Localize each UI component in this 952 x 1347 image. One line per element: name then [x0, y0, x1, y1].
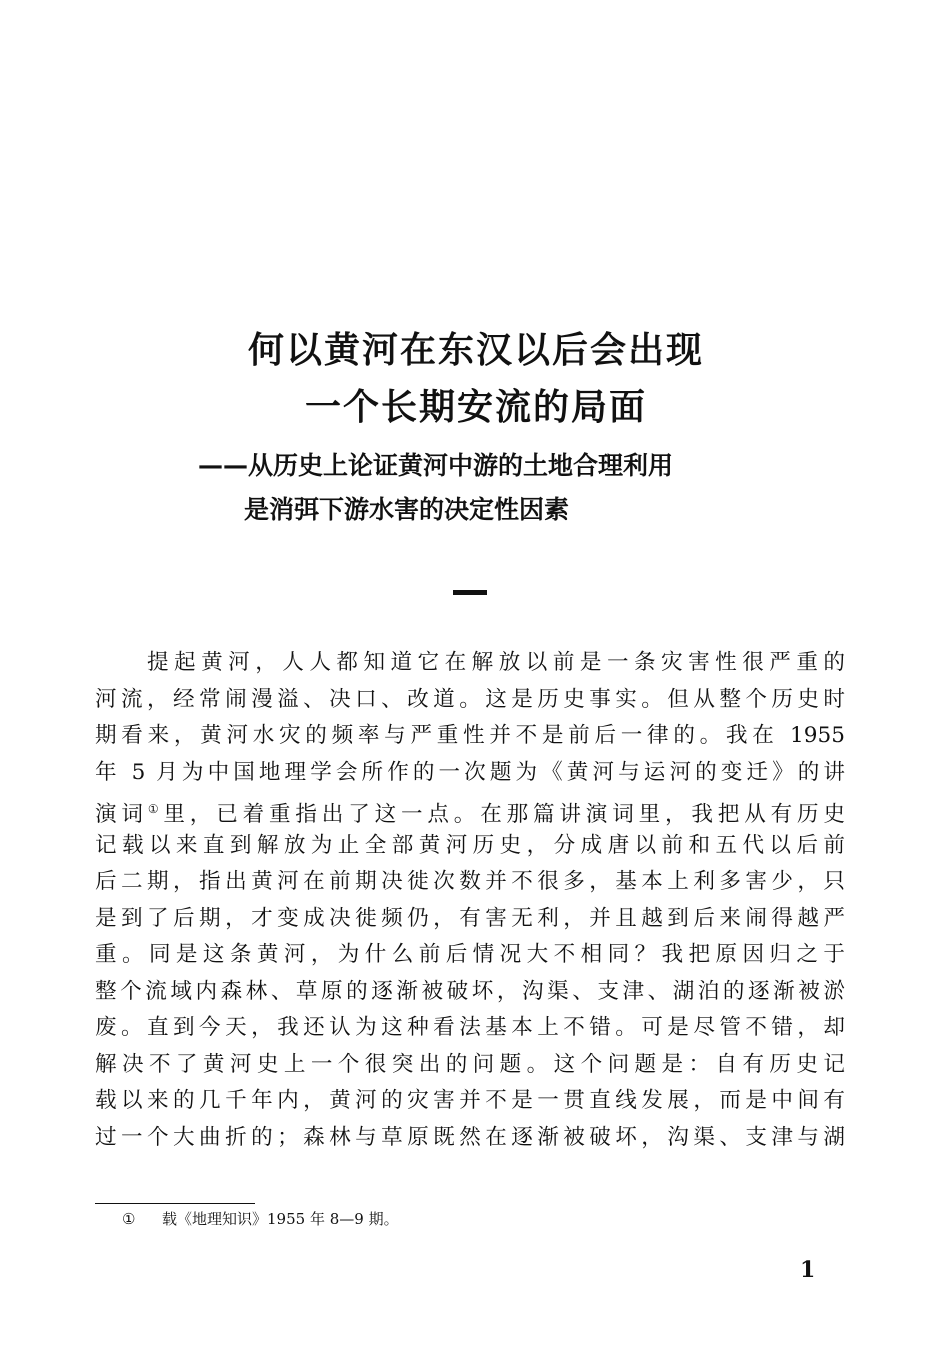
footnote-divider — [95, 1203, 255, 1204]
body-line: 期看来，黄河水灾的频率与严重性并不是前后一律的。我在 1955 — [95, 723, 845, 748]
title-line-2: 一个长期安流的局面 — [304, 387, 647, 428]
body-line: 载以来的几千年内，黄河的灾害并不是一贯直线发展，而是中间有 — [95, 1088, 845, 1113]
subtitle-line-2: 是消弭下游水害的决定性因素 — [244, 495, 570, 524]
body-line-start: 演词 — [95, 802, 148, 828]
section-number — [453, 590, 487, 595]
body-line — [95, 791, 845, 828]
body-line: 整个流域内森林、草原的逐渐被破坏，沟渠、支津、湖泊的逐渐被淤 — [95, 978, 845, 1004]
title-line-1: 何以黄河在东汉以后会出现 — [247, 330, 704, 371]
body-line: 过一个大曲折的；森林与草原既然在逐渐被破坏，沟渠、支津与湖 — [95, 1124, 845, 1150]
body-line: 河流，经常闹漫溢、决口、改道。这是历史事实。但从整个历史时 — [95, 686, 845, 712]
page-number: 1 — [800, 1257, 816, 1283]
body-line-rest: 里，已着重指出了这一点。在那篇讲演词里，我把从有历史 — [163, 802, 845, 828]
body-line: 解决不了黄河史上一个很突出的问题。这个问题是：自有历史记 — [95, 1051, 845, 1077]
body-line — [95, 1156, 845, 1193]
footnote — [122, 1208, 399, 1229]
footnote-reference[interactable]: ① — [147, 802, 164, 816]
body-line: 记载以来直到解放为止全部黄河历史，分成唐以前和五代以后前 — [95, 832, 845, 858]
body-line: 年 5 月为中国地理学会所作的一次题为《黄河与运河的变迁》的讲 — [95, 759, 845, 785]
body-paragraph — [95, 645, 845, 1193]
body-line: 是到了后期，才变成决徙频仍，有害无利，并且越到后来闹得越严 — [95, 905, 845, 931]
body-line: 重。同是这条黄河，为什么前后情况大不相同？我把原因归之于 — [95, 942, 845, 967]
footnote-marker: ① — [122, 1210, 136, 1228]
footnote-text: 载《地理知识》1955 年 8—9 期。 — [162, 1210, 399, 1228]
subtitle-line-1: ——从历史上论证黄河中游的土地合理利用 — [198, 451, 674, 480]
body-line: 废。直到今天，我还认为这种看法基本上不错。可是尽管不错，却 — [95, 1015, 845, 1040]
body-line: 提起黄河，人人都知道它在解放以前是一条灾害性很严重的 — [147, 650, 845, 675]
body-line: 后二期，指出黄河在前期决徙次数并不很多，基本上利多害少，只 — [95, 869, 845, 894]
